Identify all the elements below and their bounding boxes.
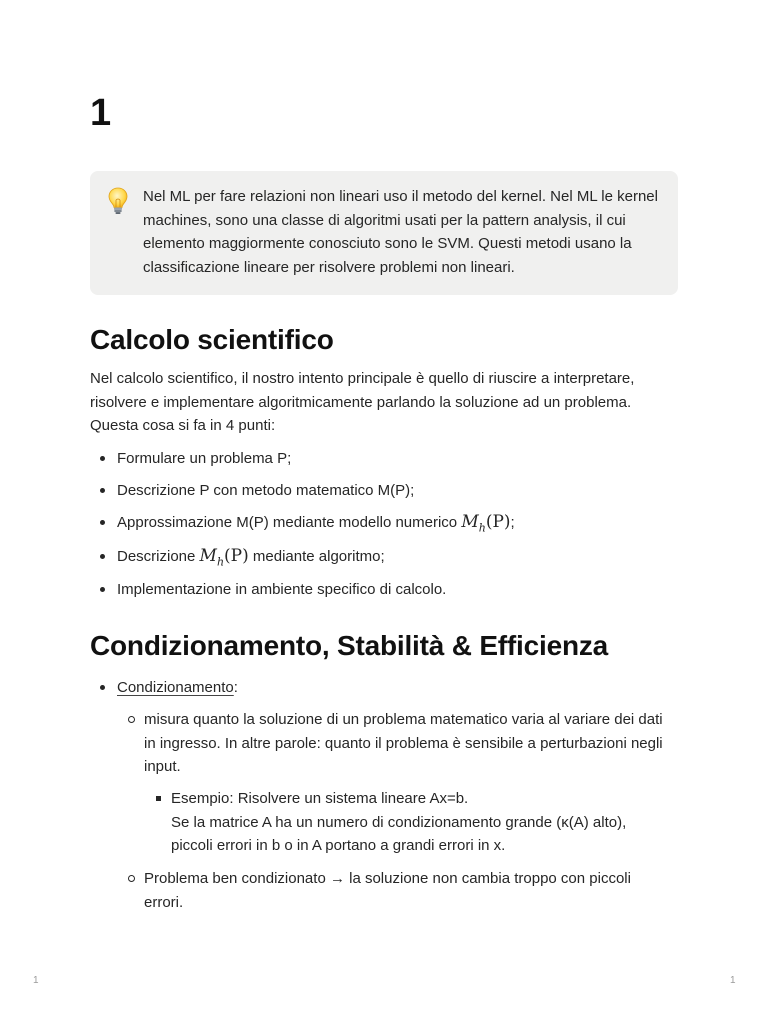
section-heading-calcolo: Calcolo scientifico [90,324,334,355]
term-condizionamento: Condizionamento [117,679,234,696]
section-intro-paragraph: Nel calcolo scientifico, il nostro intento principale è quello di riuscire a interpretare, risolvere e implementare algoritmicamente parlando la soluzione ad un problema. Questa cosa si fa in 4 punti: [90,370,635,434]
bullet [100,520,105,525]
bullet [100,587,105,592]
bullet [156,796,161,801]
callout-text: Nel ML per fare relazioni non lineari uso il metodo del kernel. Nel ML le kernel machines, sono una classe di algoritmi usati per la pattern analysis, il cui elemento maggiormente conosciuto sono le SVM. Questi metodi usano la classificazione lineare per risolvere problemi non lineari. [143,188,658,276]
bullet [100,488,105,493]
page-number-left: 1 [33,975,39,986]
bullet [128,875,135,882]
page-title: 1 [90,92,112,134]
page-number-right: 1 [730,975,736,986]
math-formula: $M_h(P)$ [461,512,511,535]
sub-list-item: Problema ben condizionato → la soluzione non cambia troppo con piccoli errori. [144,870,631,911]
sub-sub-list-item: Esempio: Risolvere un sistema lineare Ax=b. Se la matrice A ha un numero di condizionamento grande (κ(A) alto), piccoli errori in b o in A portano a grandi errori in x. [171,790,627,854]
section-heading-condizionamento: Condizionamento, Stabilità & Efficienza [90,630,609,661]
math-formula: $M_h(P)$ [199,546,249,569]
bullet [128,716,135,723]
bullet [100,554,105,559]
lightbulb-icon [107,187,129,215]
callout-box [90,171,678,295]
bullet [100,685,105,690]
sub-list-item: misura quanto la soluzione di un problema matematico varia al variare dei dati in ingresso. In altre parole: quanto il problema è sensibile a perturbazioni negli input. [144,711,663,775]
bullet [100,456,105,461]
